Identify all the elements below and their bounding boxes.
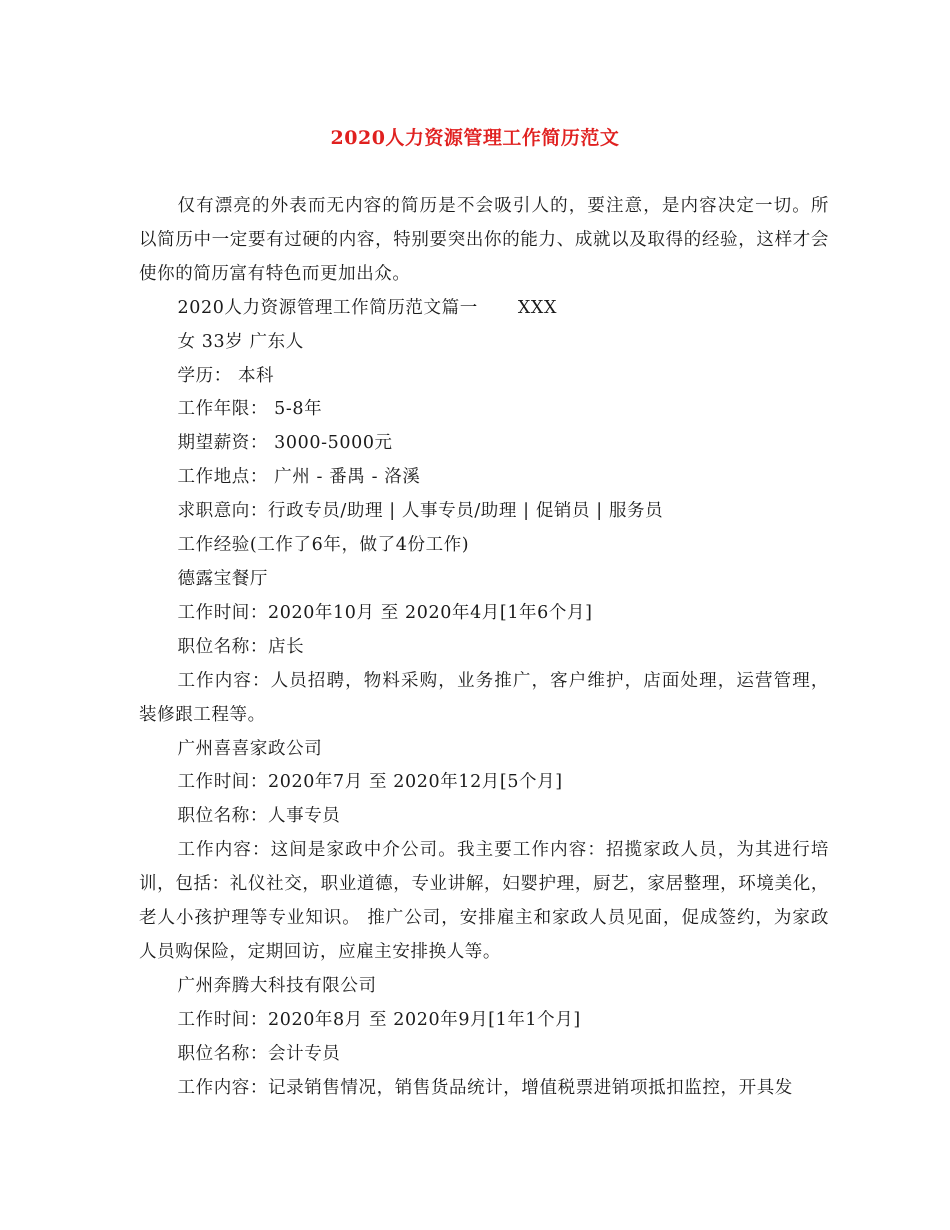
profile-education: 学历： 本科 xyxy=(177,365,275,386)
job-time: 工作时间：2020年7月 至 2020年12月[5个月] xyxy=(177,772,563,793)
job-content: 工作内容：人员招聘，物料采购，业务推广，客户维护，店面处理，运营管理，装修跟工程等。 xyxy=(139,670,829,725)
intro-paragraph: 仅有漂亮的外表而无内容的简历是不会吸引人的，要注意，是内容决定一切。所以简历中一定要有过硬的内容，特别要突出你的能力、成就以及取得的经验，这样才会使你的简历富有特色而更加出众。 xyxy=(139,196,829,284)
job-position: 职位名称：会计专员 xyxy=(177,1043,341,1064)
job-position: 职位名称：店长 xyxy=(177,636,305,657)
job-content: 工作内容：这间是家政中介公司。我主要工作内容：招揽家政人员，为其进行培训，包括：礼仪社交，职业道德，专业讲解，妇婴护理，厨艺，家居整理，环境美化，老人小孩护理等专业知识。 推广公司，安排雇主和家政人员见面，促成签约，为家政人员购保险，定期回访，应雇主安排换人等。 xyxy=(139,840,829,962)
experience-heading: 工作经验(工作了6年，做了4份工作) xyxy=(177,535,470,556)
profile-basic: 女 33岁 广东人 xyxy=(177,331,304,352)
profile-salary: 期望薪资： 3000-5000元 xyxy=(177,433,393,454)
section-heading: 2020人力资源管理工作简历范文篇一 xyxy=(177,297,478,318)
job-company: 德露宝餐厅 xyxy=(177,568,268,589)
section-heading-line xyxy=(139,292,829,326)
document-body xyxy=(139,190,829,1105)
profile-years: 工作年限： 5-8年 xyxy=(177,399,323,420)
job-time: 工作时间：2020年8月 至 2020年9月[1年1个月] xyxy=(177,1009,581,1030)
job-company: 广州喜喜家政公司 xyxy=(177,738,323,759)
job-company: 广州奔腾大科技有限公司 xyxy=(177,975,377,996)
job-content: 工作内容：记录销售情况，销售货品统计，增值税票进销项抵扣监控，开具发 xyxy=(177,1077,793,1098)
profile-intention: 求职意向：行政专员/助理 | 人事专员/助理 | 促销员 | 服务员 xyxy=(177,501,664,522)
candidate-name: XXX xyxy=(517,297,558,318)
job-position: 职位名称：人事专员 xyxy=(177,806,341,827)
job-time: 工作时间：2020年10月 至 2020年4月[1年6个月] xyxy=(177,602,593,623)
document-title: 2020人力资源管理工作简历范文 xyxy=(330,127,620,149)
profile-location: 工作地点： 广州 - 番禺 - 洛溪 xyxy=(177,467,421,488)
